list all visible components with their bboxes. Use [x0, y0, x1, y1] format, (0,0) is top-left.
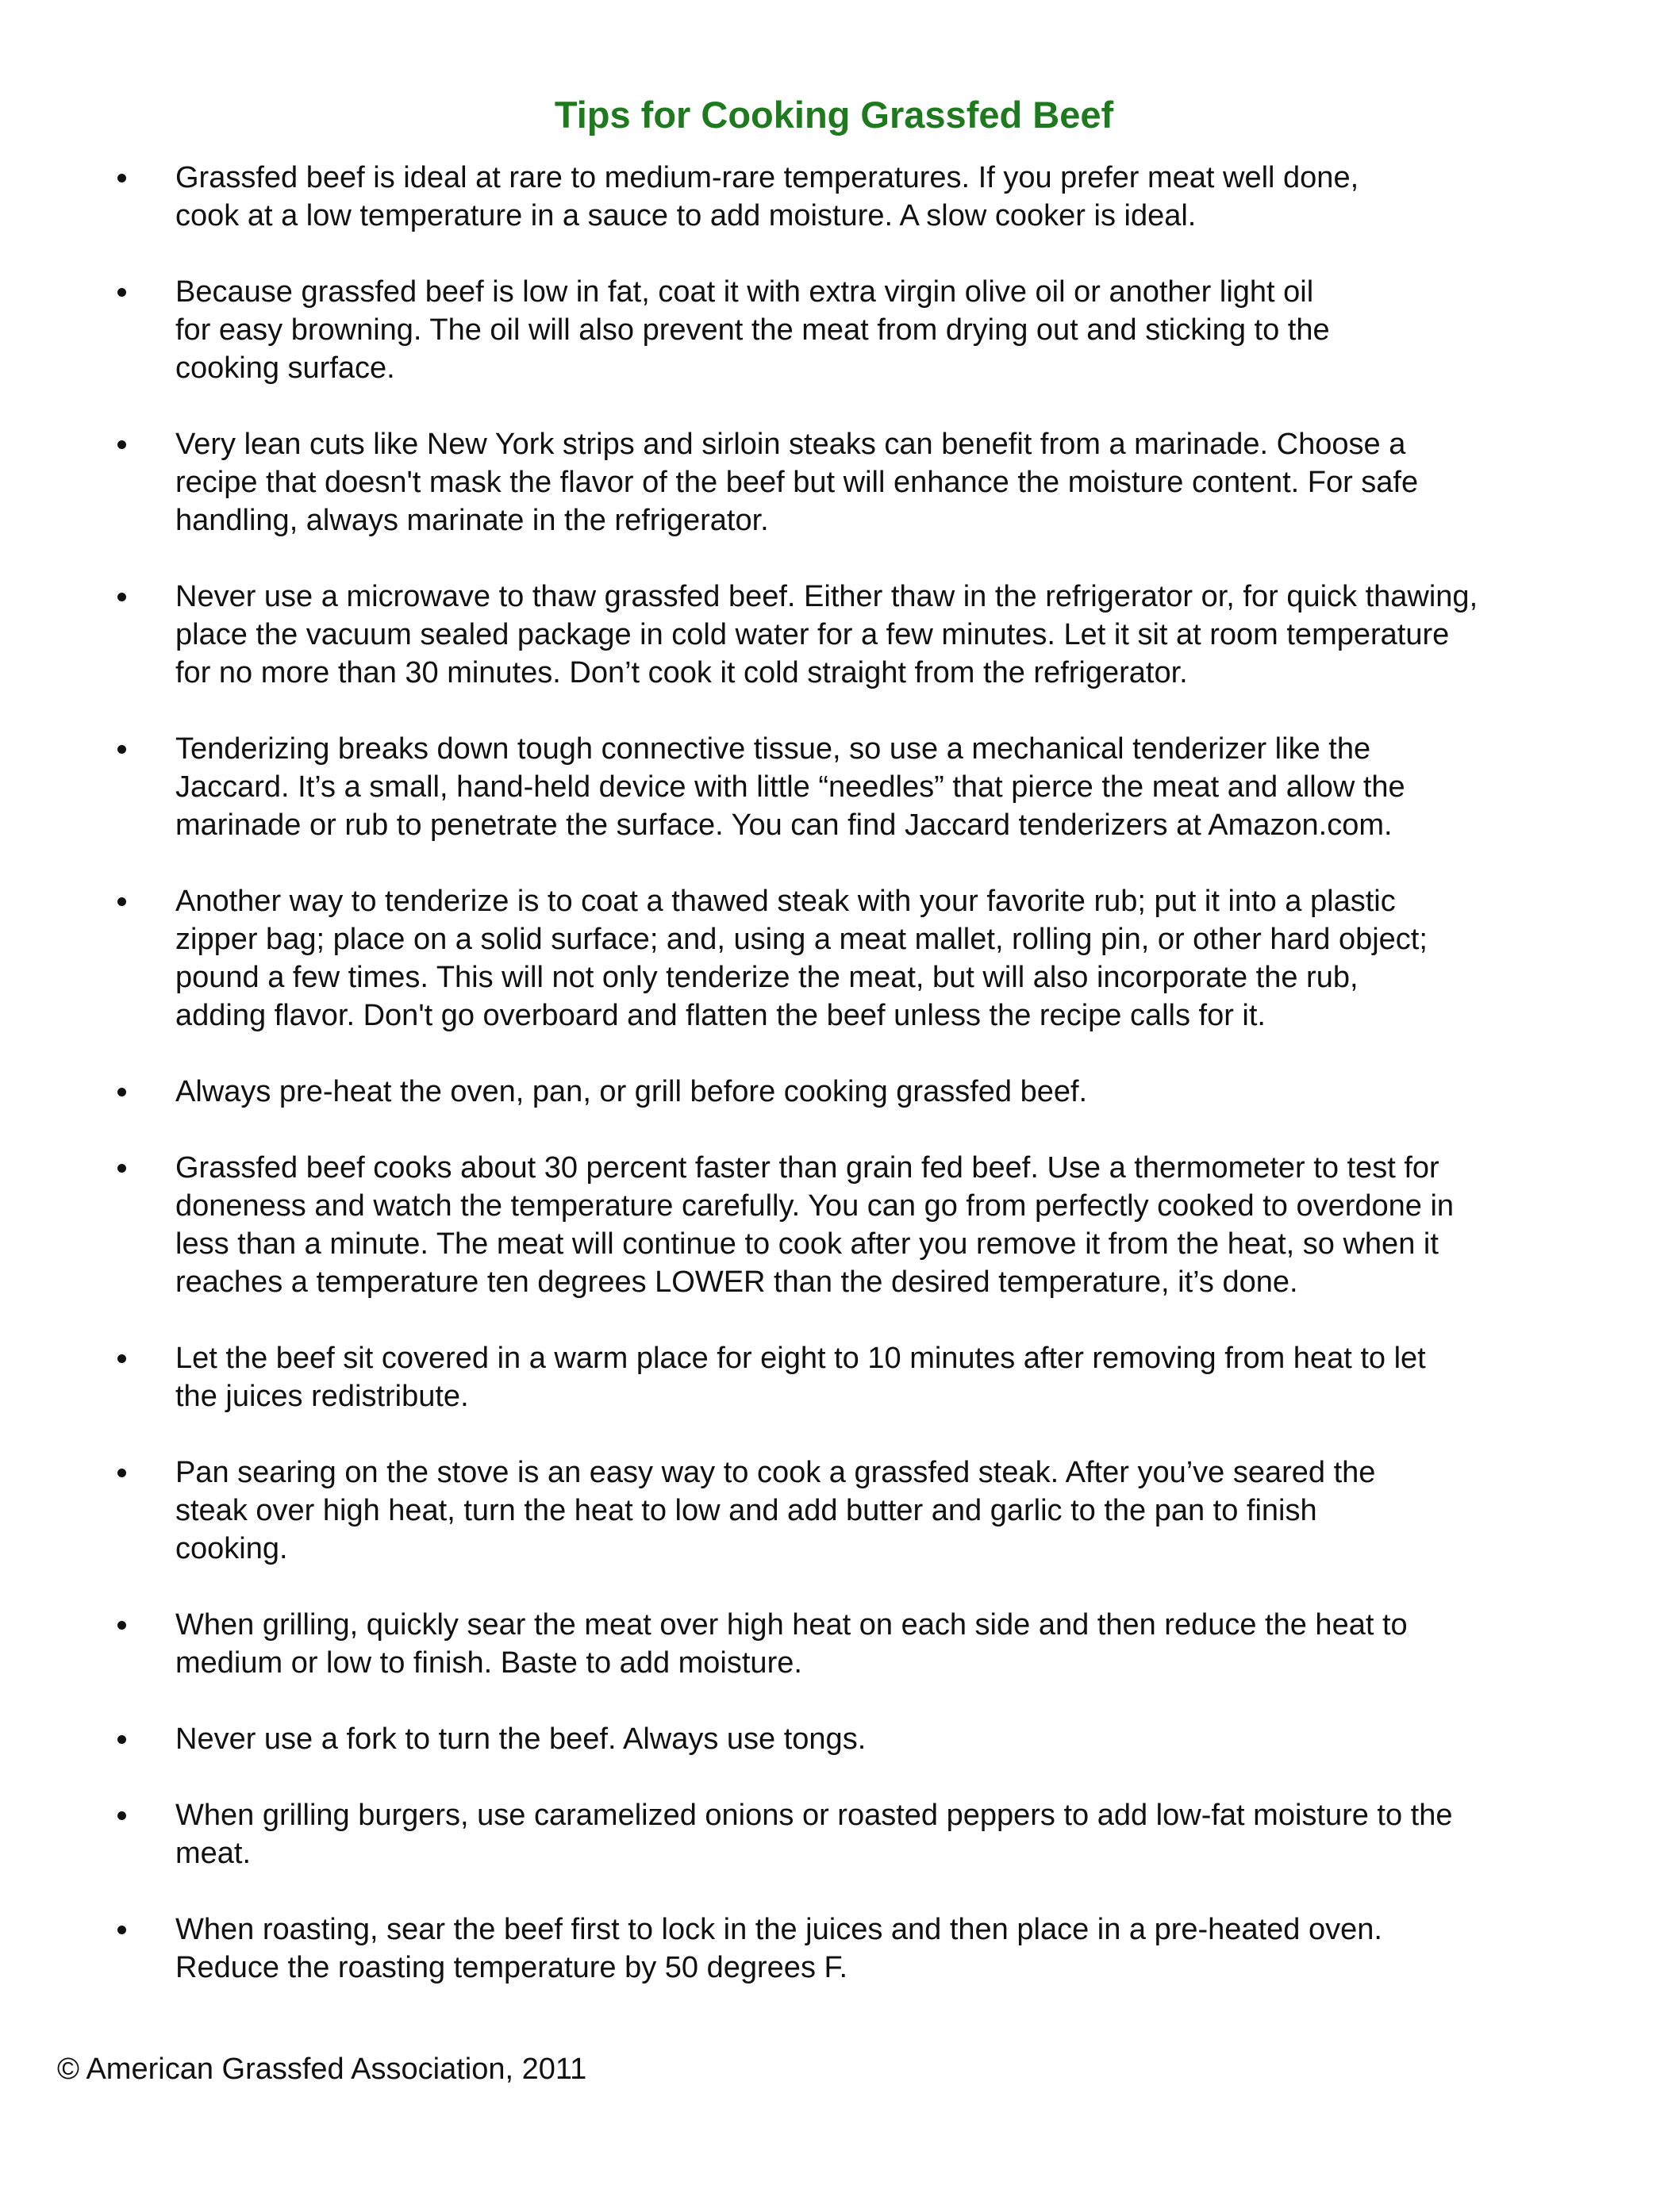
- copyright-notice: © American Grassfed Association, 2011: [57, 2053, 587, 2086]
- page-title: Tips for Cooking Grassfed Beef: [554, 94, 1114, 136]
- tip-text: Never use a fork to turn the beef. Always use tongs.: [175, 1722, 867, 1756]
- bullet-icon: [117, 1088, 126, 1096]
- bullet-icon: [117, 593, 126, 601]
- bullet-icon: [117, 1811, 126, 1820]
- bullet-icon: [117, 288, 126, 297]
- list-item: [0, 1149, 1604, 1301]
- tip-text: When grilling burgers, use caramelized onions or roasted peppers to add low-fat moisture to the meat.: [175, 1799, 1453, 1870]
- bullet-icon: [117, 1469, 126, 1477]
- tip-text: Another way to tenderize is to coat a thawed steak with your favorite rub; put it into a plastic zipper bag; place on a solid surface; and, using a meat mallet, rolling pin, or other hard object; pound a few times. This will not only tenderize the meat, but will also incorporate the rub, adding flavor. Don't go overboard and flatten the beef unless the recipe calls for it.: [175, 885, 1428, 1032]
- list-item: [0, 1073, 1604, 1111]
- tip-text: Never use a microwave to thaw grassfed beef. Either thaw in the refrigerator or, for quick thawing, place the vacuum sealed package in cold water for a few minutes. Let it sit at room temperature for no more than 30 minutes. Don’t cook it cold straight from the refrigerator.: [175, 580, 1478, 689]
- list-item: [0, 425, 1604, 540]
- tip-text: Let the beef sit covered in a warm place for eight to 10 minutes after removing from heat to let the juices redistribute.: [175, 1342, 1426, 1413]
- list-item: [0, 1606, 1604, 1682]
- tip-text: When grilling, quickly sear the meat over high heat on each side and then reduce the heat to medium or low to finish. Baste to add moisture.: [175, 1608, 1408, 1680]
- bullet-icon: [117, 1354, 126, 1363]
- list-item: [0, 730, 1604, 844]
- list-item: [0, 882, 1604, 1035]
- list-item: [0, 578, 1604, 692]
- bullet-icon: [117, 174, 126, 182]
- tip-text: Very lean cuts like New York strips and sirloin steaks can benefit from a marinade. Choose a recipe that doesn't mask the flavor of the beef but will enhance the moisture content. For safe handling, always marinate in the refrigerator.: [175, 428, 1419, 537]
- bullet-icon: [117, 1164, 126, 1173]
- bullet-icon: [117, 440, 126, 449]
- tip-text: When roasting, sear the beef first to lock in the juices and then place in a pre-heated oven. Reduce the roasting temperature by 50 degrees F.: [175, 1913, 1382, 1984]
- tip-text: Pan searing on the stove is an easy way to cook a grassfed steak. After you’ve seared the steak over high heat, turn the heat to low and add butter and garlic to the pan to finish cooking.: [175, 1456, 1376, 1565]
- list-item: [0, 1720, 1604, 1758]
- list-item: [0, 159, 1604, 235]
- tip-text: Always pre-heat the oven, pan, or grill before cooking grassfed beef.: [175, 1075, 1088, 1108]
- tip-text: Grassfed beef cooks about 30 percent faster than grain fed beef. Use a thermometer to test for doneness and watch the temperature carefully. You can go from perfectly cooked to overdone in less than a minute. The meat will continue to cook after you remove it from the heat, so when it reaches a temperature ten degrees LOWER than the desired temperature, it’s done.: [175, 1151, 1455, 1299]
- bullet-icon: [117, 745, 126, 754]
- bullet-icon: [117, 1926, 126, 1934]
- list-item: [0, 1796, 1604, 1872]
- bullet-icon: [117, 1735, 126, 1744]
- bullet-icon: [117, 897, 126, 906]
- tip-text: Tenderizing breaks down tough connective tissue, so use a mechanical tenderizer like the Jaccard. It’s a small, hand-held device with little “needles” that pierce the meat and allow the marinade or rub to penetrate the surface. You can find Jaccard tenderizers at Amazon.com.: [175, 732, 1405, 842]
- tip-text: Grassfed beef is ideal at rare to medium-rare temperatures. If you prefer meat well done, cook at a low temperature in a sauce to add moisture. A slow cooker is ideal.: [175, 161, 1359, 232]
- list-item: [0, 1339, 1604, 1415]
- tips-list: [0, 159, 1668, 2025]
- list-item: [0, 1454, 1604, 1568]
- list-item: [0, 273, 1604, 387]
- list-item: [0, 1911, 1604, 1987]
- bullet-icon: [117, 1621, 126, 1630]
- tip-text: Because grassfed beef is low in fat, coat it with extra virgin olive oil or another light oil for easy browning. The oil will also prevent the meat from drying out and sticking to the cooking surface.: [175, 275, 1330, 385]
